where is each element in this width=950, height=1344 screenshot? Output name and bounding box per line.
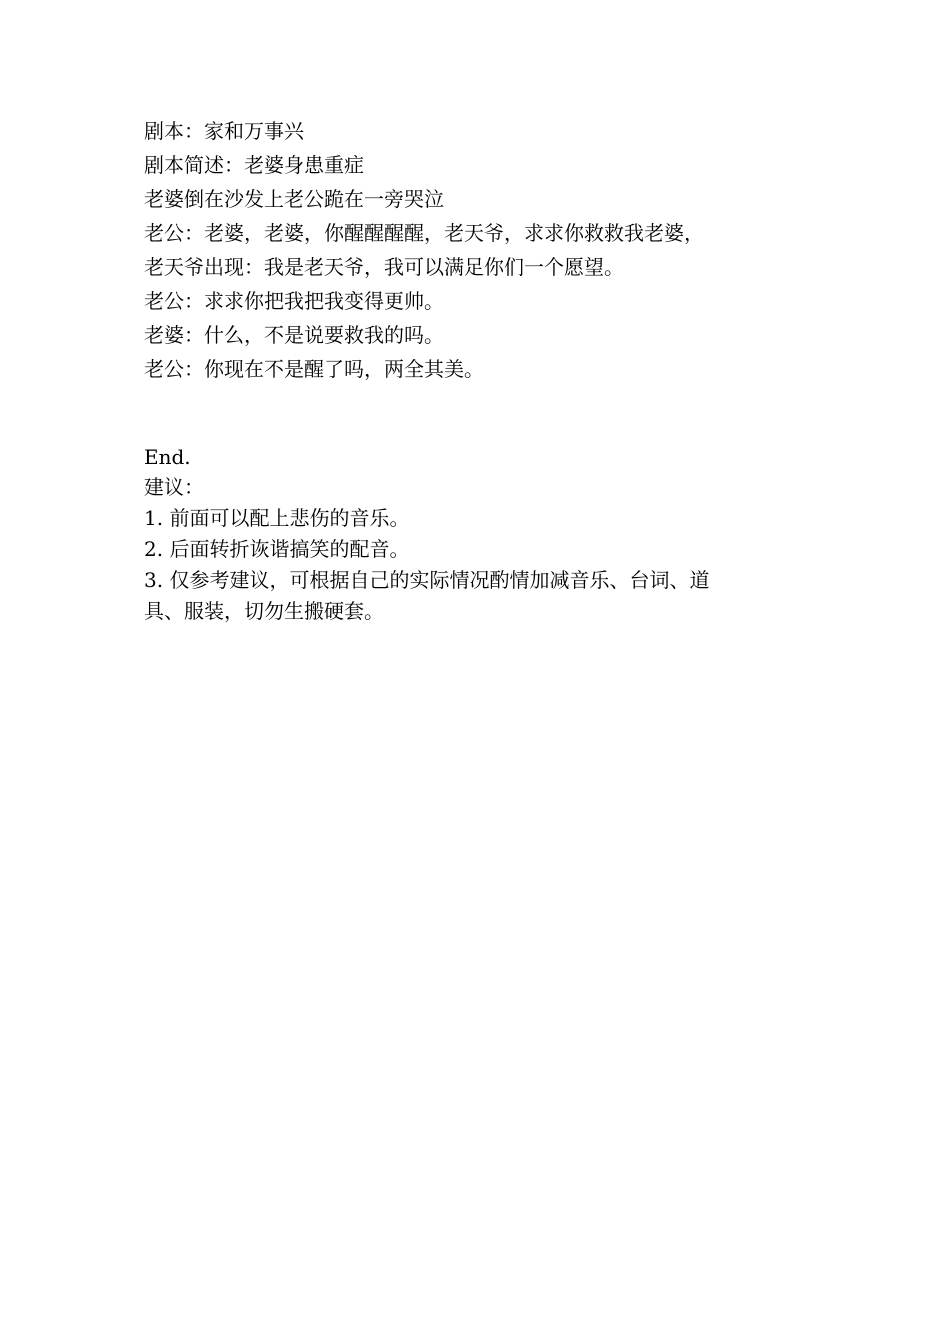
ending-section bbox=[144, 442, 744, 627]
script-summary: 剧本简述：老婆身患重症 bbox=[144, 153, 364, 177]
script-scene: 老婆倒在沙发上老公跪在一旁哭泣 bbox=[144, 187, 444, 211]
suggestion-text: 后面转折诙谐搞笑的配音。 bbox=[163, 537, 410, 561]
script-dialogue-line: 老天爷出现：我是老天爷，我可以满足你们一个愿望。 bbox=[144, 255, 624, 279]
script-title: 剧本：家和万事兴 bbox=[144, 119, 304, 143]
spacer bbox=[144, 386, 744, 442]
script-dialogue-line: 老公：求求你把我把我变得更帅。 bbox=[144, 289, 444, 313]
suggestion-item bbox=[144, 565, 744, 627]
script-dialogue-line: 老公：你现在不是醒了吗，两全其美。 bbox=[144, 357, 484, 381]
script-dialogue-line: 老公：老婆，老婆，你醒醒醒醒，老天爷，求求你救救我老婆， bbox=[144, 221, 704, 245]
suggestion-number: 3. bbox=[144, 568, 164, 592]
end-label: End. bbox=[144, 445, 191, 469]
suggestion-text: 仅参考建议，可根据自己的实际情况酌情加减音乐、台词、道具、服装，切勿生搬硬套。 bbox=[144, 568, 710, 623]
suggestion-text: 前面可以配上悲伤的音乐。 bbox=[163, 506, 410, 530]
suggestions-title: 建议： bbox=[144, 475, 204, 499]
suggestion-number: 1. bbox=[144, 506, 164, 530]
script-section bbox=[144, 114, 744, 386]
suggestion-item bbox=[144, 503, 744, 534]
document-page bbox=[144, 114, 744, 627]
suggestion-number: 2. bbox=[144, 537, 164, 561]
script-dialogue-line: 老婆：什么，不是说要救我的吗。 bbox=[144, 323, 444, 347]
suggestion-item bbox=[144, 534, 744, 565]
